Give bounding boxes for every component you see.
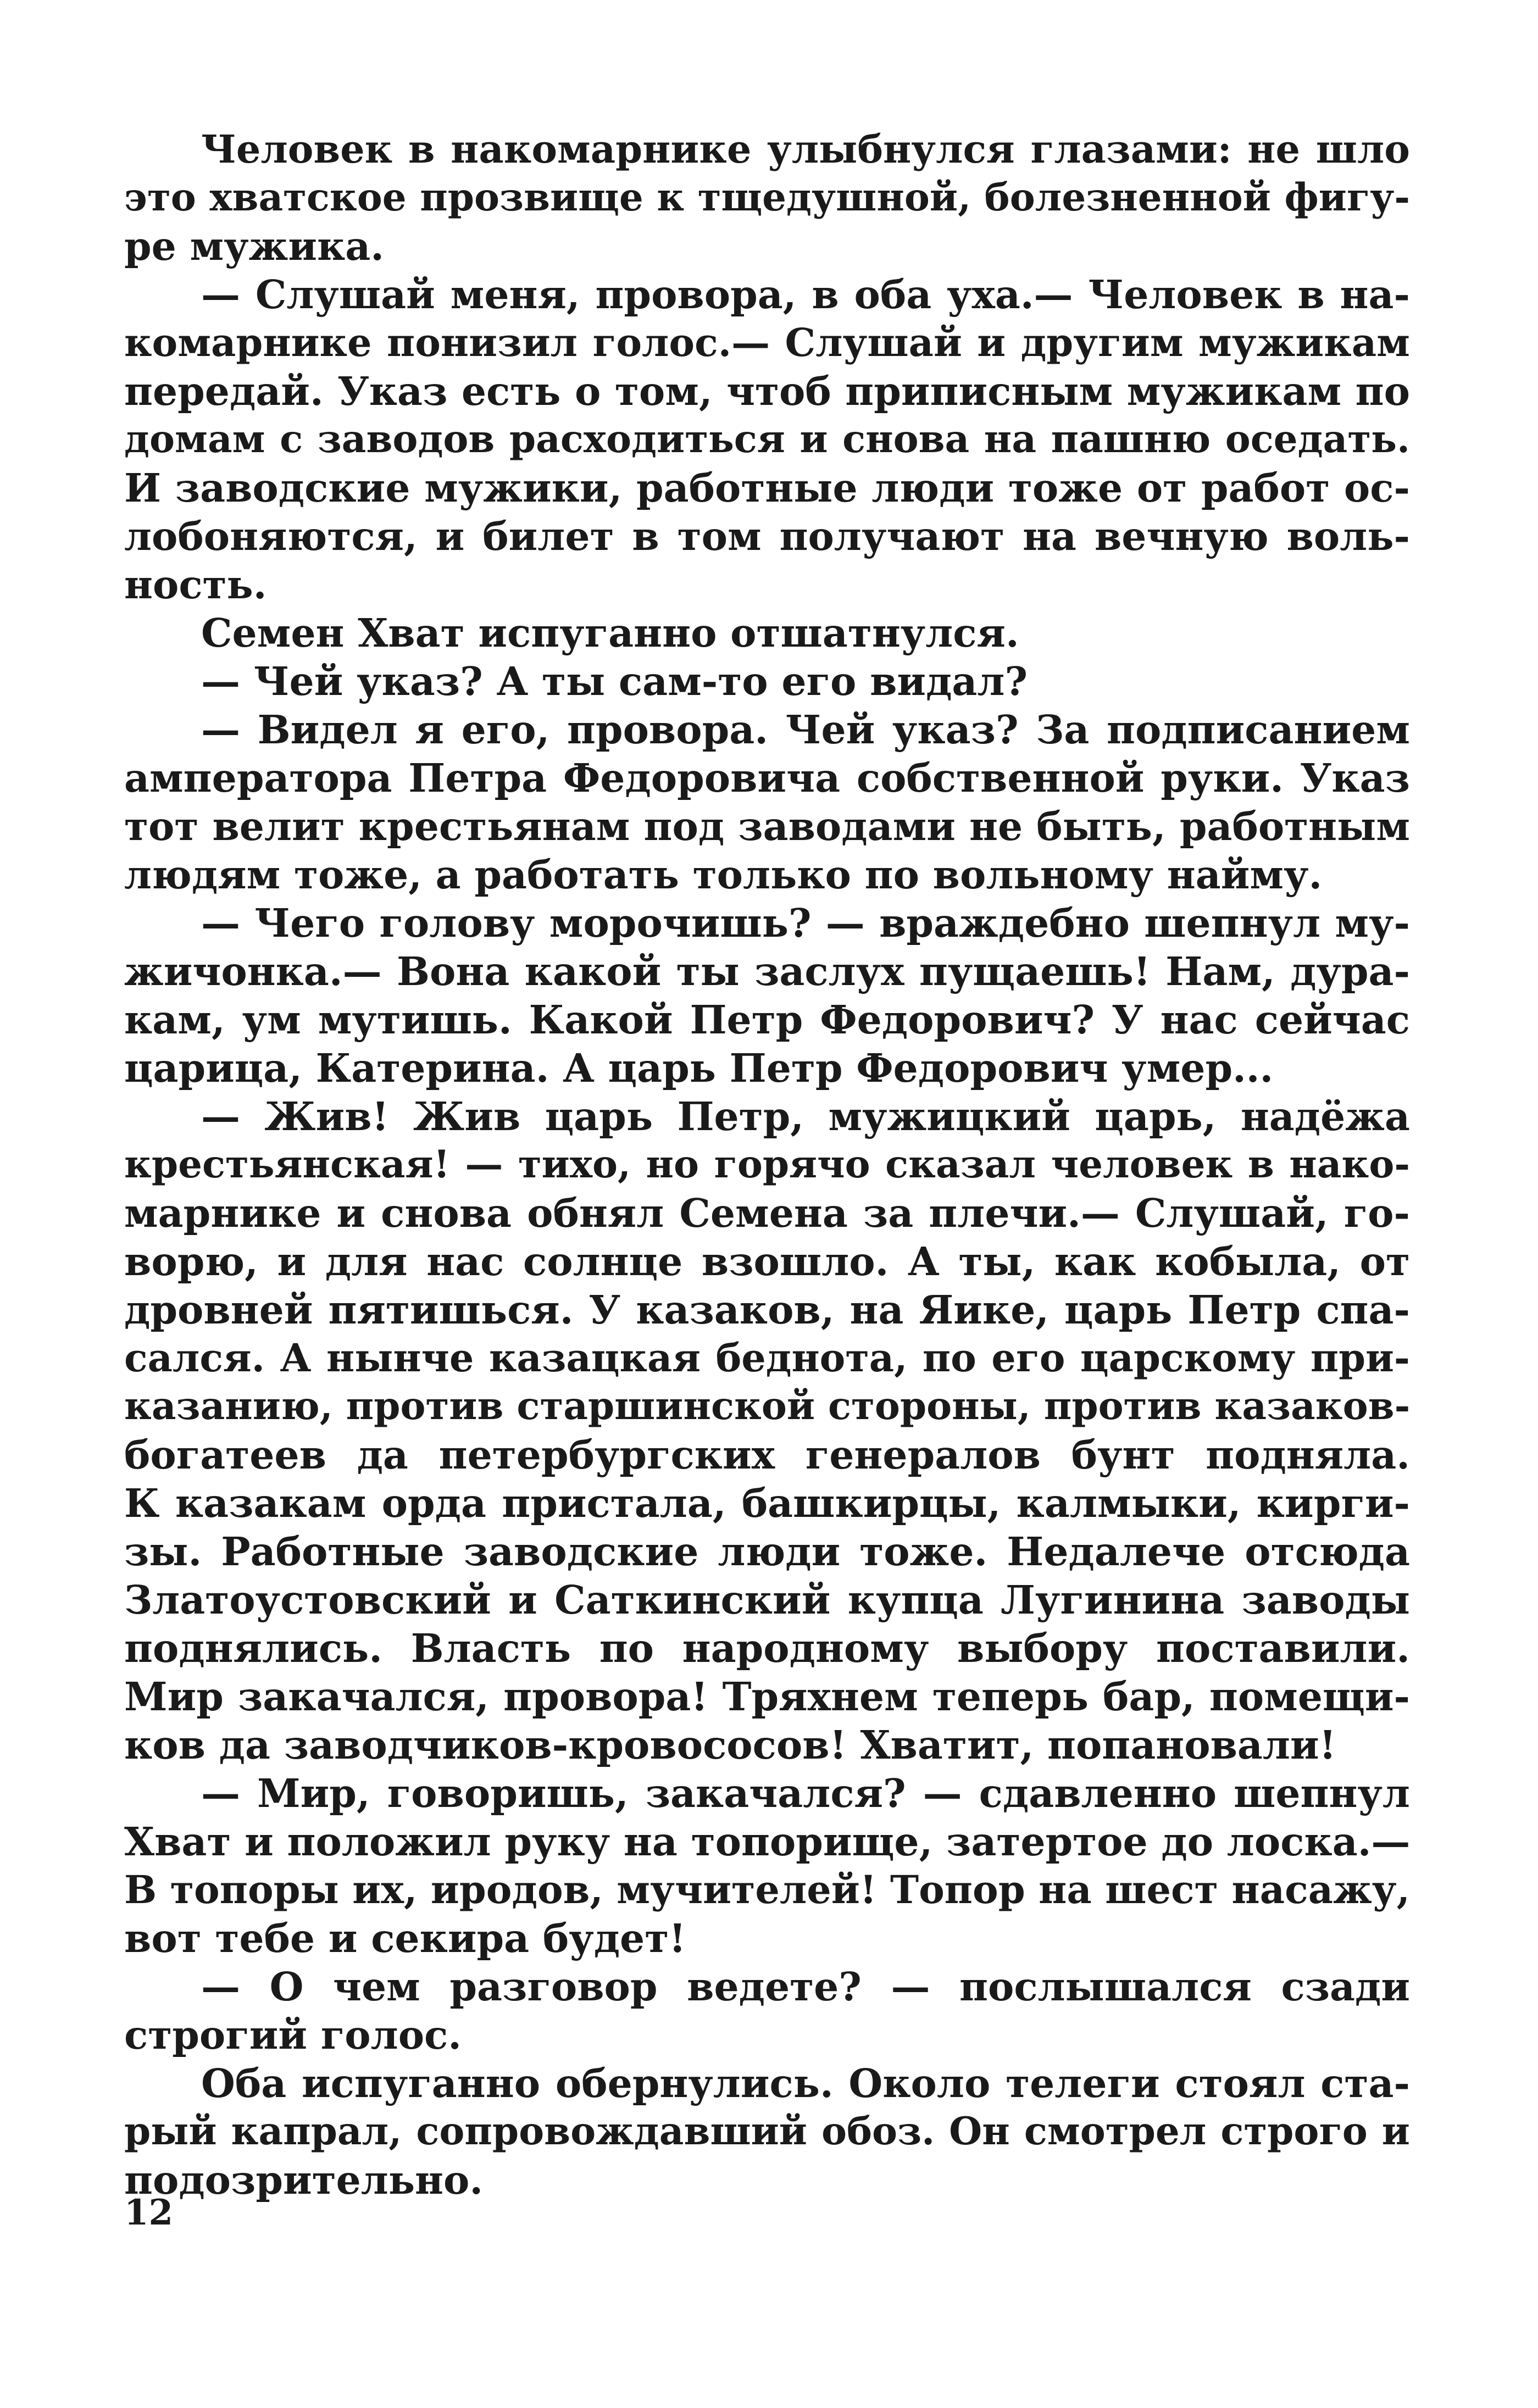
text-line: — Чей указ? А ты сам-то его видал?	[201, 658, 1028, 704]
text-line: комарнике понизил голос.— Слушай и другим мужикам	[124, 320, 1410, 365]
text-line: — Чего голову морочишь? — враждебно шепнул му-	[201, 900, 1410, 946]
text-line: — Мир, говоришь, закачался? — сдавленно шепнул	[201, 1770, 1410, 1816]
text-line: — Слушай меня, провора, в оба уха.— Человек в на-	[201, 271, 1410, 318]
text-line: казанию, против старшинской стороны, против казаков-	[124, 1384, 1411, 1428]
body-text	[124, 125, 1410, 2204]
text-line: сался. А нынче казацкая беднота, по его царскому при-	[124, 1335, 1410, 1381]
text-line: ность.	[124, 561, 267, 608]
text-line: — Видел я его, провора. Чей указ? За подписанием	[201, 707, 1410, 753]
text-line: И заводские мужики, работные люди тоже от работ ос-	[124, 465, 1410, 511]
text-line: вот тебе и секира будет!	[124, 1915, 686, 1961]
text-line: ре мужика.	[124, 223, 385, 269]
text-line: Хват и положил руку на топорище, затертое до лоска.—	[124, 1818, 1411, 1865]
text-line: жичонка.— Вона какой ты заслух пущаешь! Нам, дура-	[124, 948, 1410, 994]
text-line: это хватское прозвище к тщедушной, болезненной фигу-	[124, 175, 1410, 220]
text-line: ампeратора Петра Федоровича собственной руки. Указ	[124, 755, 1410, 801]
text-line: Семен Хват испуганно отшатнулся.	[201, 610, 1019, 656]
text-line: строгий голос.	[124, 2012, 462, 2058]
text-line: передай. Указ есть о том, чтоб приписным мужикам по	[124, 368, 1410, 414]
text-line: В топоры их, иродов, мучителей! Топор на шест насажу,	[124, 1867, 1410, 1912]
page-number: 12	[124, 2192, 174, 2233]
text-line: Мир закачался, провора! Тряхнем теперь бар, помещи-	[124, 1673, 1410, 1720]
text-line: рый капрал, сопровождавший обоз. Он смотрел строго и	[124, 2109, 1410, 2154]
text-line: поднялись. Власть по народному выбору поставили.	[124, 1625, 1410, 1671]
text-line: Златоустовский и Саткинский купца Лугинина заводы	[124, 1577, 1410, 1623]
text-line: домам с заводов расходиться и снова на пашню оседать.	[124, 417, 1410, 461]
text-line: лобоняются, и билет в том получают на вечную воль-	[124, 513, 1410, 559]
text-line: тот велит крестьянам под заводами не быть, работным	[124, 803, 1410, 849]
text-line: дровней пятишься. У казаков, на Яике, царь Петр спа-	[124, 1287, 1410, 1333]
text-line: кам, ум мутишь. Какой Петр Федорович? У нас сейчас	[124, 997, 1410, 1043]
text-line: людям тоже, а работать только по вольному найму.	[124, 852, 1323, 898]
text-line: марнике и снова обнял Семена за плечи.— Слушай, го-	[124, 1190, 1410, 1236]
text-line: Человек в накомарнике улыбнулся глазами: не шло	[201, 126, 1410, 172]
text-line: крестьянская! — тихо, но горячо сказал человек в нако-	[124, 1142, 1410, 1187]
text-line: — Жив! Жив царь Петр, мужицкий царь, надёжа	[201, 1093, 1410, 1139]
text-line: Оба испуганно обернулись. Около телеги стоял ста-	[201, 2060, 1410, 2106]
text-line: — О чем разговор ведете? — послышался сзади	[201, 1964, 1410, 2010]
text-line: богатеев да петербургских генералов бунт подняла.	[124, 1432, 1410, 1478]
text-line: царица, Катерина. А царь Петр Федорович умер...	[124, 1045, 1274, 1091]
text-line: ков да заводчиков-кровососов! Хватит, попановали!	[124, 1722, 1336, 1768]
text-line: ворю, и для нас солнце взошло. А ты, как кобыла, от	[124, 1238, 1410, 1284]
text-line: К казакам орда пристала, башкирцы, калмыки, кирги-	[124, 1480, 1410, 1526]
text-line: зы. Работные заводские люди тоже. Недалече отсюда	[124, 1528, 1410, 1575]
text-line: подозрительно.	[124, 2157, 484, 2203]
